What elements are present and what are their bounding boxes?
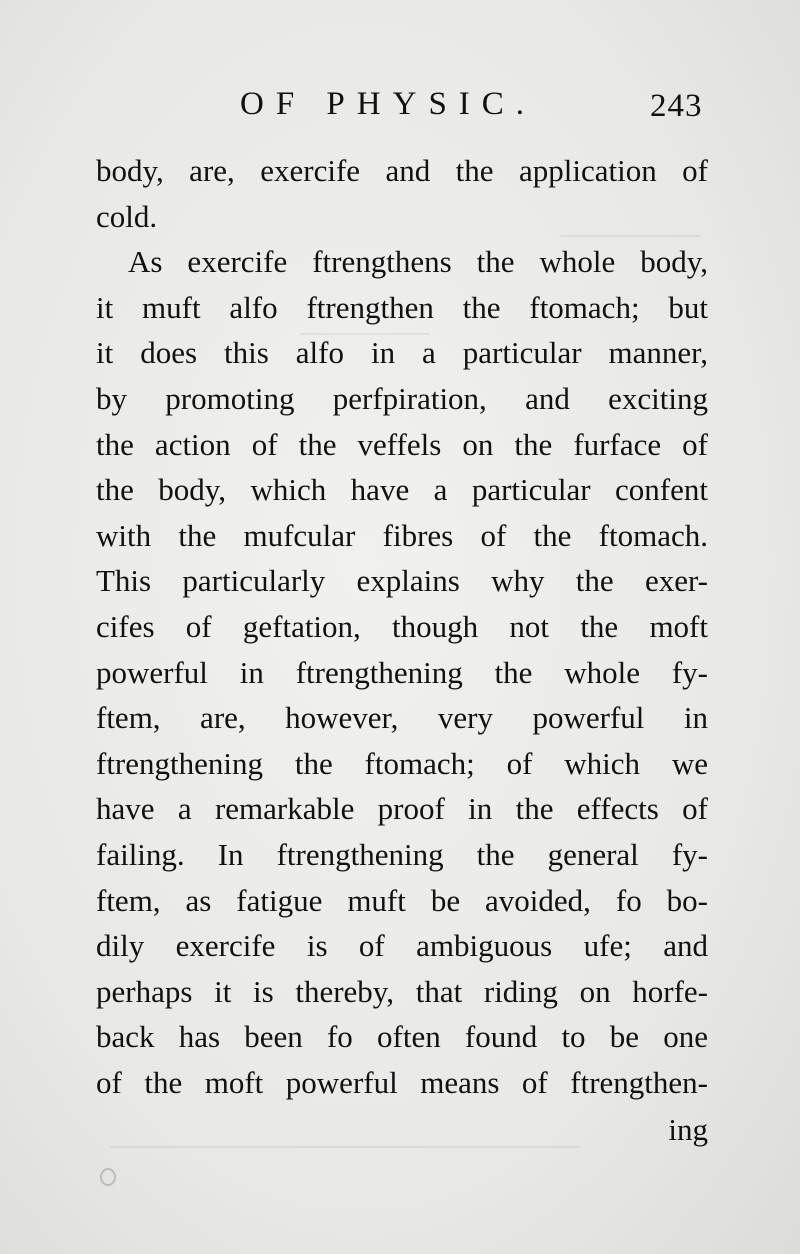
text-line: ftem, are, however, very powerful in	[96, 700, 708, 736]
text-line: back has been fo often found to be one	[96, 1019, 708, 1055]
page-header	[0, 82, 800, 126]
text-line: perhaps it is thereby, that riding on horfe-	[96, 973, 708, 1009]
text-line: As exercife ftrengthens the whole body,	[128, 244, 708, 280]
text-line: it muft alfo ftrengthen the ftomach; but	[96, 289, 708, 325]
text-line: of the moft powerful means of ftrengthen-	[96, 1064, 708, 1100]
body-text	[96, 148, 708, 1105]
page-number: 243	[650, 88, 703, 124]
catchword: ing	[668, 1112, 708, 1147]
text-line: the body, which have a particular confent	[96, 472, 708, 508]
text-line: body, are, exercife and the application of	[96, 153, 708, 188]
text-line: ftem, as fatigue muft be avoided, fo bo-	[96, 882, 708, 918]
text-line: by promoting perfpiration, and exciting	[96, 380, 708, 416]
text-line: dily exercife is of ambiguous ufe; and	[96, 928, 708, 964]
text-line: it does this alfo in a particular manner,	[96, 335, 708, 371]
text-line: the action of the veffels on the furface of	[96, 426, 708, 462]
text-line: with the mufcular fibres of the ftomach.	[96, 517, 708, 553]
running-title: OF PHYSIC.	[240, 86, 537, 122]
text-line: failing. In ftrengthening the general fy-	[96, 836, 708, 872]
ink-smudge	[100, 1168, 116, 1186]
text-line: powerful in ftrengthening the whole fy-	[96, 654, 708, 690]
text-line: have a remarkable proof in the effects of	[96, 791, 708, 827]
text-line: This particularly explains why the exer-	[96, 563, 708, 599]
text-line: ftrengthening the ftomach; of which we	[96, 745, 708, 781]
text-line: cifes of geftation, though not the moft	[96, 608, 708, 644]
catchword-row	[96, 1108, 708, 1152]
text-line: cold.	[96, 198, 158, 234]
